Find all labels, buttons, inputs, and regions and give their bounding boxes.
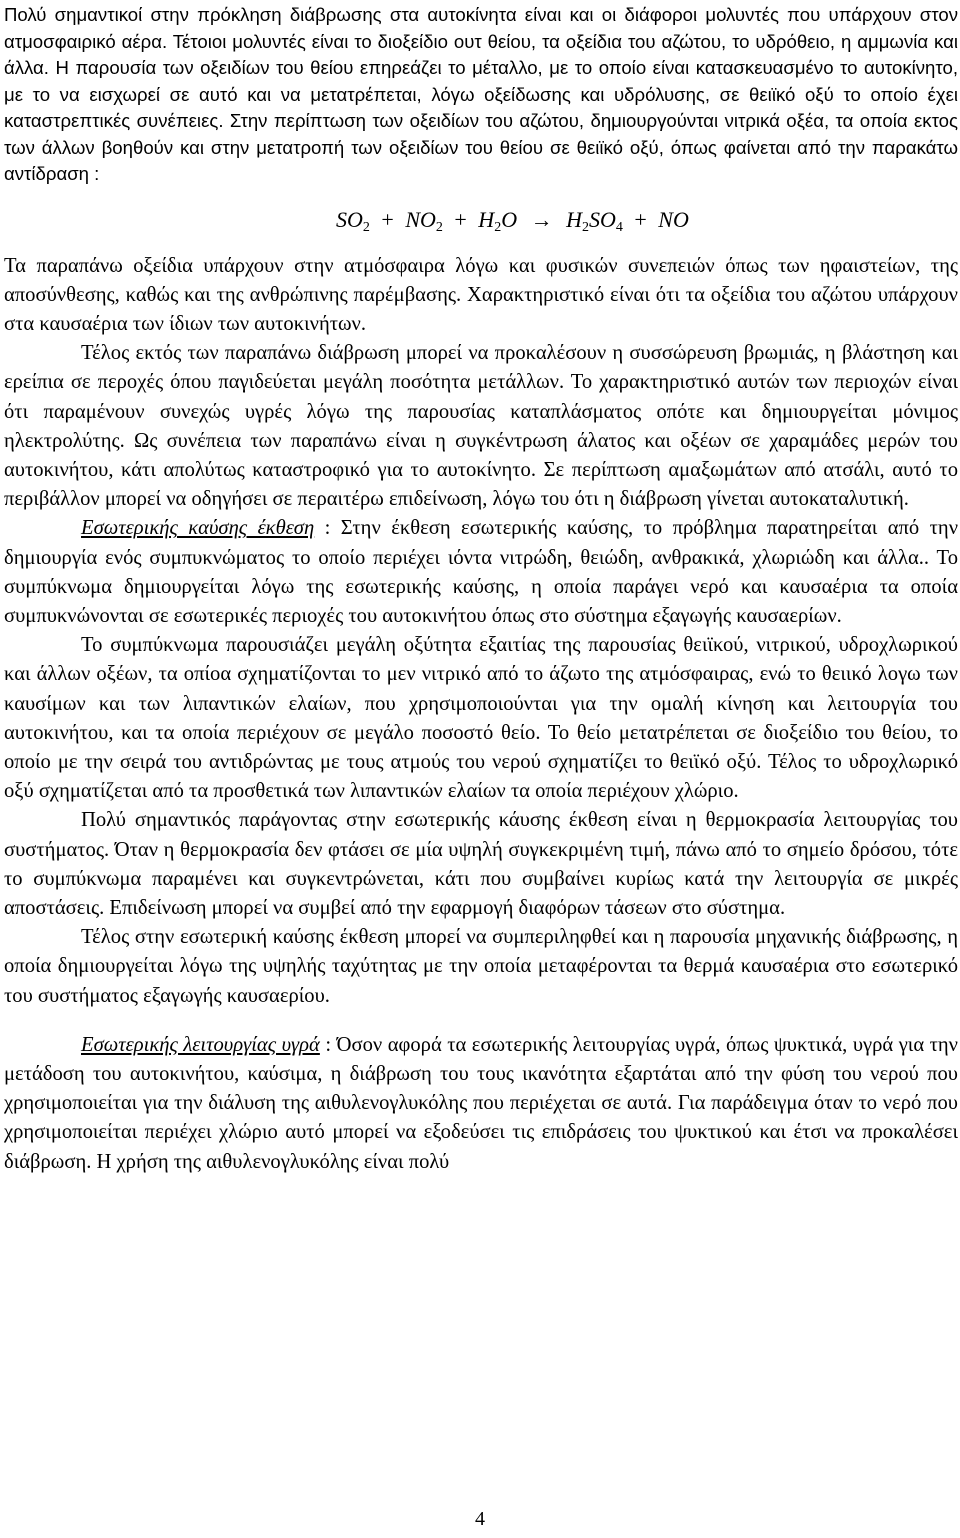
paragraph-operating-temperature: Πολύ σημαντικός παράγοντας στην εσωτερικής κάυσης έκθεση είναι η θερμοκρασία λειτουργίας του συστήματος. Όταν η θερμοκρασία δεν φτάσει σε μία υψηλή συγκεκριμένη τιμή, πάνω από το σημείο δρόσου, τότε το συμπύκνωμα παραμένει και συγκεντρώνεται, κάτι που συμβαίνει κυρίως κατά την λειτουργία σε μικρές αποστάσεις. Επιδείνωση μπορεί να συμβεί από την εφαρμογή διαφόρων τάσεων στο σύστημα. [4, 809, 958, 919]
eq-plus-3: + [634, 206, 647, 232]
heading-internal-combustion: Εσωτερικής καύσης έκθεση [81, 517, 315, 540]
page-number: 4 [475, 1508, 485, 1530]
paragraph-condensate-acidity: Το συμπύκνωμα παρουσιάζει μεγάλη οξύτητα εξαιτίας της παρουσίας θειϊκού, νιτρικού, υδροχλωρικού και άλλων οξέων, τα οπίοα σχηματίζονται το μεν νιτρικό από το άζωτο της ατμόσφαιρας, ενώ το θειικό λογω των καυσίμων και των λιπαντικών ελαίων, που χρησιμοποιούνται για την ομαλή κίνηση και λειτουργία του αυτοκινήτου, και τα οποία περιέχουν σε μεγάλο ποσοστό θείο. Το θείο μετατρέπεται σε διοξείδιο του θείου, το οποίο με την σειρά του αντιδρώντας με τους ατμούς του νερού σχηματίζει το θειϊκό οξύ. Τέλος το υδροχλωρικό οξύ σχηματίζεται από τα προσθετικά των λιπαντικών ελαίων τα οποία περιέχουν χλώριο. [4, 634, 958, 803]
eq-plus-1: + [381, 206, 394, 232]
eq-term-no2: $NO_2$ [405, 206, 443, 235]
eq-term-so2: $SO_2$ [336, 206, 370, 235]
paragraph-internal-combustion: Εσωτερικής καύσης έκθεση : Στην έκθεση εσωτερικής καύσης, το πρόβλημα παρατηρείται από την δημιουργία ενός συμπυκνώματος το οποίο περιέχει ιόντα νιτρώδη, θειώδη, ανθρακικά, χλωριώδη και άλλα.. Το συμπύκνωμα δημιουργείται λόγω της εσωτερικής καύσης, η οποία παράγει νερό και καυσαέρια τα οποία συμπυκνώνονται σε εσωτερικές περιοχές του αυτοκινήτου όπως στο σύστημα εξαγωγής καυσαερίων. [4, 517, 959, 627]
paragraph-pollutants: Πολύ σημαντικοί στην πρόκληση διάβρωσης στα αυτοκίνητα είναι και οι διάφοροι μολυντές που υπάρχουν στον ατμοσφαιρικό αέρα. Τέτοιοι μολυντές είναι το διοξείδιο ουτ θείου, τα οξείδια του αζώτου, το υδρόθειο, η αμμωνία και άλλα. Η παρουσία των οξειδίων του θείου επηρεάζει το μέταλλο, με το οποίο είναι κατασκευασμένο το αυτοκίνητο, με το να εισχωρεί σε αυτό και να μετατρέπεται, λόγω οξείδωσης και υδρόλυσης, σε θειϊκό οξύ το οποίο έχει καταστρεπτικές συνέπειες. Στην περίπτωση των οξειδίων του αζώτου, δημιουργούνται νιτρικά οξέα, τα οποία εκτος των άλλων βοηθούν και στην μετατροπή των οξειδίων του θείου σε θειϊκό οξύ, όπως φαίνεται από την παρακάτω αντίδραση : [4, 4, 958, 184]
eq-term-h2o: $H_2O$ [478, 206, 518, 235]
eq-term-h2so4: $H_2SO_4$ [566, 206, 623, 235]
paragraph-dirt-accumulation: Τέλος εκτός των παραπάνω διάβρωση μπορεί να προκαλέσουν η συσσώρευση βρωμιάς, η βλάστηση και ερείπια σε περοχές όπου παγιδεύεται μεγάλη ποσότητα μετάλλων. Το χαρακτηριστικό αυτών των περιοχών είναι ότι παραμένουν συνεχώς υγρές λόγω της παρουσίας καταπλάσματος οπότε και δημιουργείται μόνιμος ηλεκτρολύτης. Ως συνέπεια των παραπάνω είναι η συγκέντρωση άλατος και οξέων σε χαραμάδες μερών του αυτοκινήτου, κάτι απολύτως καταστροφικό για το αυτοκίνητο. Σε περίπτωση αμαξωμάτων από ατσάλι, αυτό το περιβάλλον μπορεί να οδηγήσει σε περαιτέρω επιδείνωση, λόγω του ότι η διάβρωση γίνεται αυτοκαταλυτική. [4, 342, 958, 511]
body-text [4, 2, 958, 1177]
heading-internal-fluids: Εσωτερικής λειτουργίας υγρά [81, 1033, 320, 1056]
paragraph-mechanical-corrosion: Τέλος στην εσωτερική καύσης έκθεση μπορεί να συμπεριληφθεί και η παρουσία μηχανικής διάβρωσης, η οποία δημιουργείται λόγω της υψηλής ταχύτητας με την οποία μεταφέρονται τα θερμά καυσαέρια στο εσωτερικό του συστήματος εξαγωγής καυσαερίου. [4, 926, 958, 1007]
chemical-equation [4, 188, 958, 252]
eq-term-no: NO [658, 206, 689, 232]
paragraph-internal-fluids: Εσωτερικής λειτουργίας υγρά : Όσον αφορά τα εσωτερικής λειτουργίας υγρά, όπως ψυκτικά, υγρά για την μετάδοση του αυτοκινήτου, καύσιμα, η διάβρωση του τους ικανότητα εξαρτάται από την φύση του νερού που χρησιμοποιείται για την διάλυση της αιθυλενογλυκόλης που περιέχεται σε αυτά. Για παράδειγμα όταν το νερό που χρησιμοποιείται περιέχει χλώριο αυτό μπορεί να εξοδεύσει τις επιδράσεις του ψυκτικού και έτσι να προκαλέσει διάβρωση. Η χρήση της αιθυλενογλυκόλης είναι πολύ [4, 1033, 958, 1173]
paragraph-gap [4, 1011, 958, 1031]
eq-arrow-icon: → [530, 206, 553, 232]
paragraph-oxides-sources: Τα παραπάνω οξείδια υπάρχουν στην ατμόσφαιρα λόγω και φυσικών συνεπειών όπως των ηφαιστείων, της αποσύνθεσης, καθώς και της ανθρώπινης παρέμβασης. Χαρακτηριστικό είναι ότι τα οξείδια του αζώτου υπάρχουν στα καυσαέρια των ίδιων των αυτοκινήτων. [4, 254, 958, 335]
eq-plus-2: + [454, 206, 467, 232]
